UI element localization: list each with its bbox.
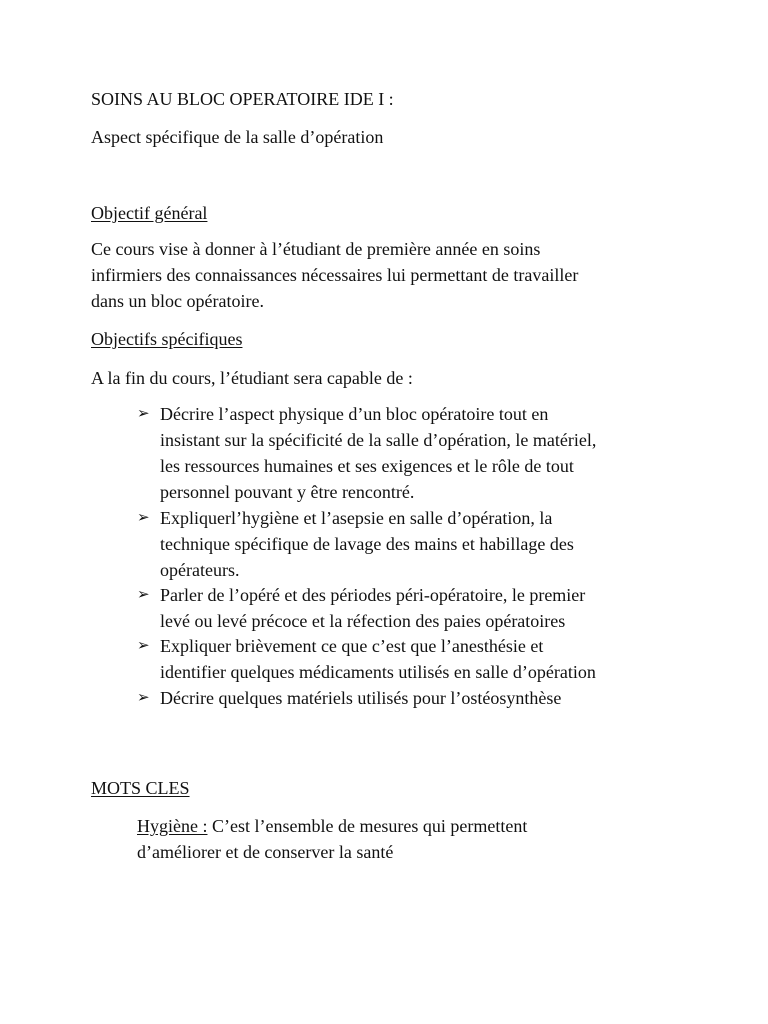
objective-line: Décrire quelques matériels utilisés pour l’ostéosynthèse (160, 688, 562, 708)
keyword-hygiene-definition (137, 813, 527, 839)
general-objective-line: dans un bloc opératoire. (91, 291, 264, 311)
objective-line: levé ou levé précoce et la réfection des paies opératoires (160, 611, 566, 631)
objective-line: technique spécifique de lavage des mains et habillage des (160, 534, 574, 554)
objective-line: Décrire l’aspect physique d’un bloc opératoire tout en (160, 404, 549, 424)
objective-line: opérateurs. (160, 560, 240, 580)
document-title: SOINS AU BLOC OPERATOIRE IDE I : (91, 89, 394, 109)
keyword-definition-text: C’est l’ensemble de mesures qui permettent (207, 816, 528, 836)
general-objective-paragraph (91, 236, 578, 314)
general-objective-heading: Objectif général (91, 203, 208, 223)
keyword-term: Hygiène : (137, 816, 208, 836)
objective-line: Parler de l’opéré et des périodes péri-opératoire, le premier (160, 585, 586, 605)
arrow-bullet-icon: ➢ (137, 587, 150, 603)
document-subtitle: Aspect spécifique de la salle d’opération (91, 127, 384, 147)
arrow-bullet-icon: ➢ (137, 638, 150, 654)
objective-line: Expliquerl’hygiène et l’asepsie en salle d’opération, la (160, 508, 553, 528)
specific-objectives-intro: A la fin du cours, l’étudiant sera capable de : (91, 368, 413, 388)
objective-line: identifier quelques médicaments utilisés en salle d’opération (160, 662, 596, 682)
objective-line: les ressources humaines et ses exigences et le rôle de tout (160, 456, 574, 476)
arrow-bullet-icon: ➢ (137, 406, 150, 422)
keywords-heading: MOTS CLES (91, 778, 190, 798)
objective-line: insistant sur la spécificité de la salle d’opération, le matériel, (160, 430, 597, 450)
arrow-bullet-icon: ➢ (137, 510, 150, 526)
keyword-hygiene-definition-continued: d’améliorer et de conserver la santé (137, 842, 394, 862)
specific-objectives-heading: Objectifs spécifiques (91, 329, 243, 349)
objective-line: Expliquer brièvement ce que c’est que l’anesthésie et (160, 636, 544, 656)
objective-line: personnel pouvant y être rencontré. (160, 482, 415, 502)
arrow-bullet-icon: ➢ (137, 690, 150, 706)
general-objective-line: Ce cours vise à donner à l’étudiant de première année en soins (91, 239, 541, 259)
general-objective-line: infirmiers des connaissances nécessaires lui permettant de travailler (91, 265, 579, 285)
